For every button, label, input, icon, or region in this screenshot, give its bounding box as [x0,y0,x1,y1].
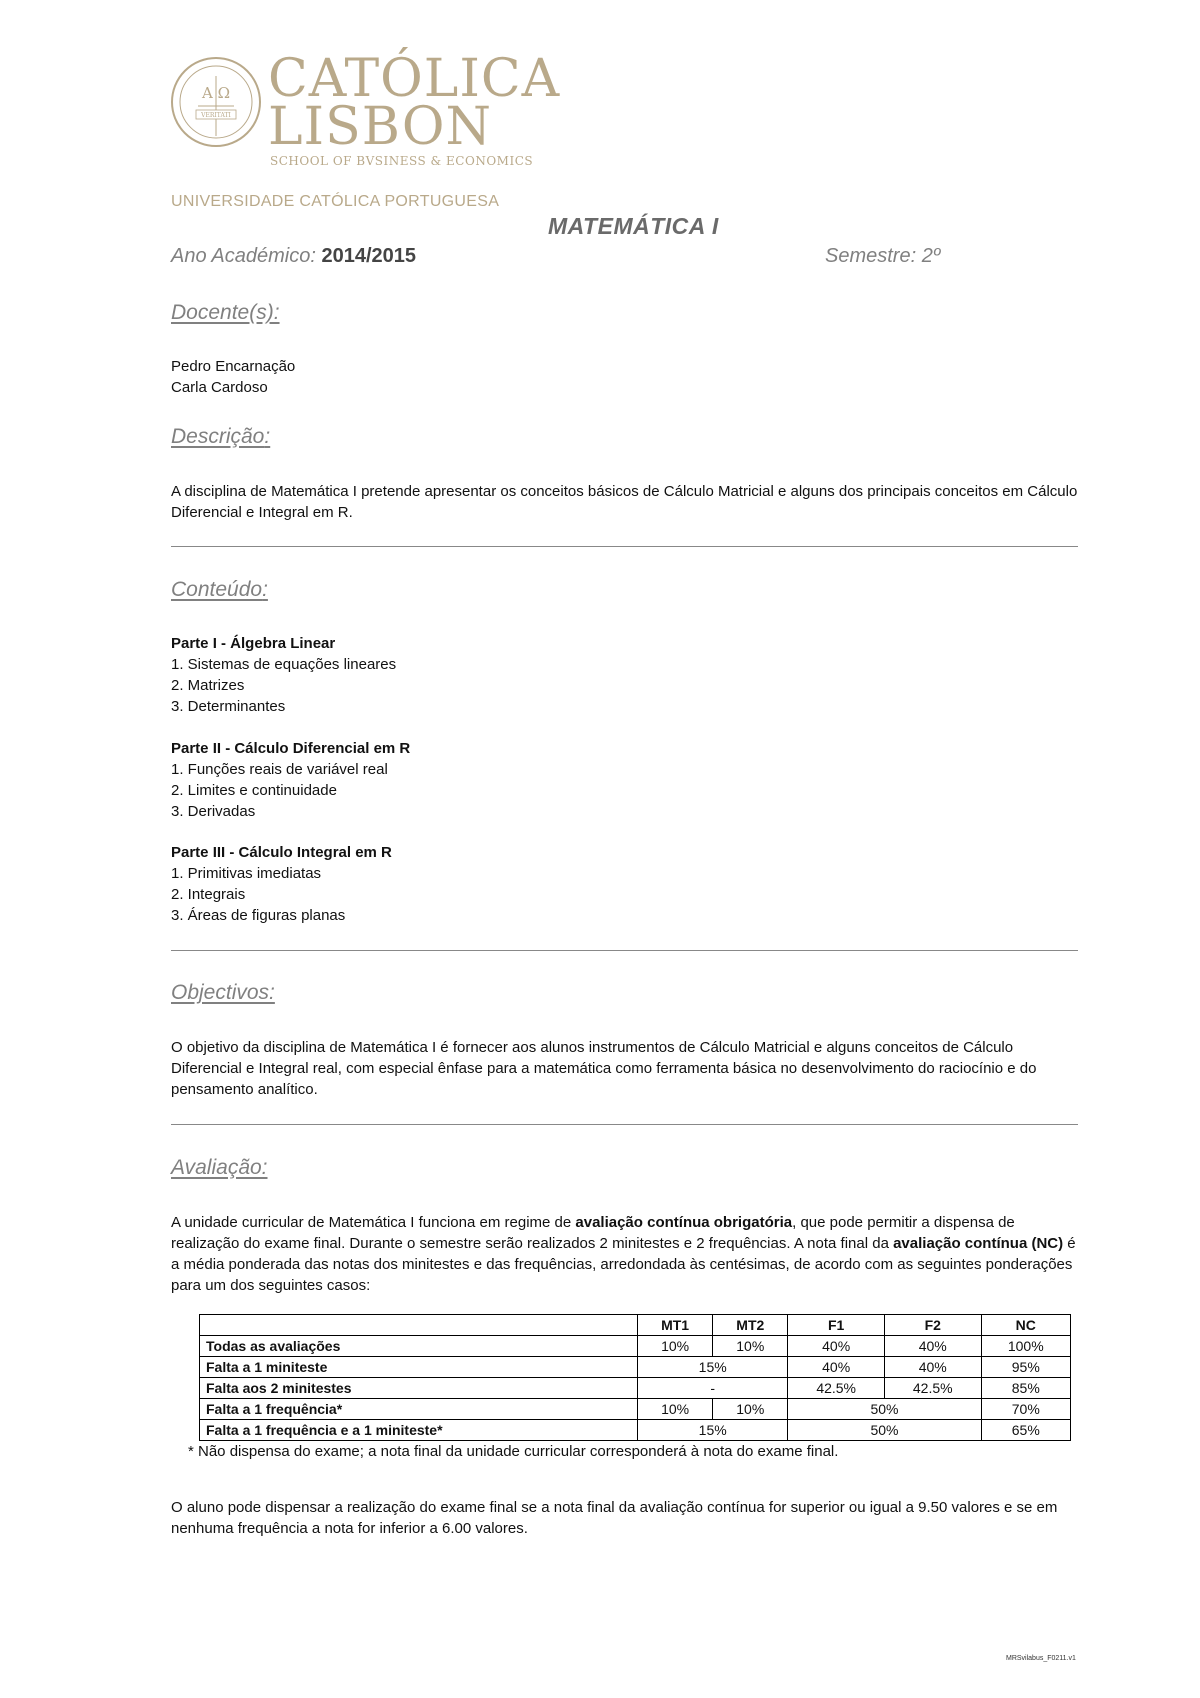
course-title: MATEMÁTICA I [548,213,719,239]
list-item: 1. Primitivas imediatas [171,865,322,882]
list-item: 3. Derivadas [171,803,256,820]
table-cell: 85% [981,1378,1070,1399]
academic-year [171,245,416,268]
divider [171,546,1078,547]
avaliacao-text: A unidade curricular de Matemática I funciona em regime de [171,1214,576,1231]
docentes-heading: Docente(s): [171,301,280,324]
list-item: 2. Limites e continuidade [171,782,337,799]
content-part [171,738,410,822]
row-label: Falta a 1 frequência e a 1 miniteste* [200,1420,638,1441]
list-item: 2. Matrizes [171,677,245,694]
table-cell: 100% [981,1336,1070,1357]
table-cell: 40% [788,1357,885,1378]
list-item: 3. Áreas de figuras planas [171,907,346,924]
table-header: MT1 [638,1315,713,1336]
part-title: Parte II - Cálculo Diferencial em R [171,740,411,757]
table-cell: 42.5% [884,1378,981,1399]
academic-year-label: Ano Académico: [171,245,316,267]
part-title: Parte III - Cálculo Integral em R [171,844,392,861]
conteudo-heading-text: Conteúdo [171,578,263,601]
table-row [200,1336,1071,1357]
avaliacao-heading: Avaliação: [171,1156,268,1179]
divider [171,1124,1078,1125]
table-cell: 50% [788,1399,981,1420]
table-row [200,1378,1071,1399]
conteudo-heading: Conteúdo: [171,578,268,601]
docentes-list [171,356,295,398]
docente-name: Carla Cardoso [171,379,268,396]
table-cell: 40% [884,1357,981,1378]
table-cell: 10% [638,1399,713,1420]
table-cell: 10% [713,1336,788,1357]
grading-table [199,1314,1071,1441]
divider [171,950,1078,951]
table-row [200,1420,1071,1441]
table-cell: 40% [788,1336,885,1357]
table-row [200,1399,1071,1420]
docente-name: Pedro Encarnação [171,358,296,375]
svg-text:A Ω: A Ω [201,84,231,102]
avaliacao-text-bold: avaliação contínua (NC) [893,1235,1064,1252]
row-label: Falta aos 2 minitestes [200,1378,638,1399]
part-title: Parte I - Álgebra Linear [171,635,336,652]
table-cell: 50% [788,1420,981,1441]
descricao-heading: Descrição: [171,425,271,448]
university-seal-icon [170,56,262,148]
table-cell: 95% [981,1357,1070,1378]
row-label: Falta a 1 miniteste [200,1357,638,1378]
avaliacao-text: é a média ponderada das notas dos minitestes e das frequências, arredondada às centésimas, de acordo com as seguintes ponderações para um dos seguintes casos: [171,1235,1076,1294]
brand-name-line2: LISBON [268,97,493,157]
list-item: 1. Funções reais de variável real [171,761,388,778]
avaliacao-intro [171,1212,1081,1296]
academic-year-value: 2014/2015 [321,245,417,267]
table-cell: 10% [713,1399,788,1420]
table-cell: 10% [638,1336,713,1357]
table-cell [200,1315,638,1336]
descricao-heading-text: Descrição [171,425,265,448]
objectivos-text: O objetivo da disciplina de Matemática I é fornecer aos alunos instrumentos de Cálculo Matricial e alguns conceitos de Cálculo Diferencial e Integral real, com especial ênfase para a matemática como ferramenta básica no desenvolvimento do raciocínio e do pensamento analítico. [171,1039,1037,1098]
content-part [171,633,396,717]
row-label: Falta a 1 frequência* [200,1399,638,1420]
avaliacao-dispensa-text: O aluno pode dispensar a realização do exame final se a nota final da avaliação contínua for superior ou igual a 9.50 valores e se em nenhuma frequência a nota for inferior a 6.00 valores. [171,1499,1058,1537]
avaliacao-text-bold: avaliação contínua obrigatória [575,1214,793,1231]
list-item: 3. Determinantes [171,698,286,715]
seal-text: VERITATI [201,112,231,119]
list-item: 2. Integrais [171,886,246,903]
objectivos-heading: Objectivos: [171,981,275,1004]
table-cell: 65% [981,1420,1070,1441]
table-header: NC [981,1315,1070,1336]
table-cell: 40% [884,1336,981,1357]
content-part [171,842,392,926]
table-cell: 42.5% [788,1378,885,1399]
list-item: 1. Sistemas de equações lineares [171,656,397,673]
university-name: UNIVERSIDADE CATÓLICA PORTUGUESA [171,193,500,210]
table-header: F2 [884,1315,981,1336]
table-cell: 15% [638,1420,788,1441]
table-footnote: * Não dispensa do exame; a nota final da unidade curricular corresponderá à nota do exame final. [188,1443,839,1460]
table-row [200,1357,1071,1378]
table-header: MT2 [713,1315,788,1336]
table-cell: 15% [638,1357,788,1378]
table-cell: - [638,1378,788,1399]
footer-code: MRSvilabus_F0211.v1 [1006,1655,1076,1662]
brand-tagline: SCHOOL OF BVSINESS & ECONOMICS [270,154,534,168]
brand-name-line1: CATÓLICA [268,49,561,109]
descricao-text: A disciplina de Matemática I pretende apresentar os conceitos básicos de Cálculo Matricial e alguns dos principais conceitos em Cálculo Diferencial e Integral em R. [171,483,1078,521]
table-cell: 70% [981,1399,1070,1420]
table-header-row [200,1315,1071,1336]
avaliacao-text: , que pode permitir a dispensa de realização do exame final. Durante o semestre serão realizados 2 minitestes e 2 frequências. A nota final da [171,1214,1015,1252]
semester: Semestre: 2º [825,245,941,267]
table-header: F1 [788,1315,885,1336]
catolica-logo [170,49,570,213]
row-label: Todas as avaliações [200,1336,638,1357]
